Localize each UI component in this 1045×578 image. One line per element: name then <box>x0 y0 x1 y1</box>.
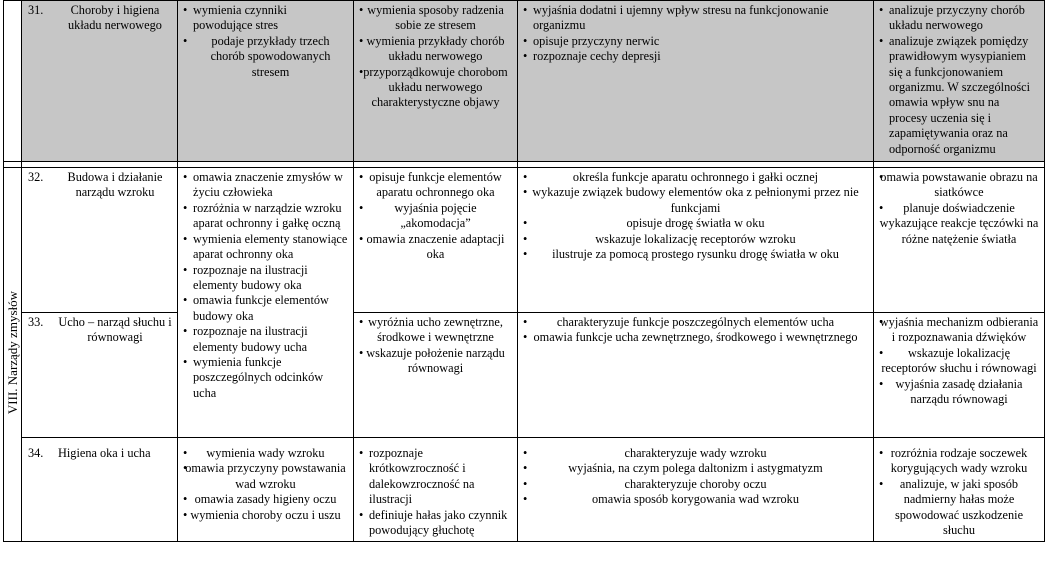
requirements-col4-31 <box>874 1 1045 162</box>
requirements-col4-34 <box>874 438 1045 541</box>
requirements-col2-32 <box>354 168 518 313</box>
list-item: • omawia znaczenie adaptacji oka <box>359 232 512 263</box>
list-item: • wymienia funkcje poszczególnych odcinków ucha <box>183 355 348 401</box>
requirements-col1-34 <box>178 438 354 541</box>
list-item: • wyróżnia ucho zewnętrzne, środkowe i wewnętrzne <box>359 315 512 346</box>
list-item: • analizuje przyczyny chorób układu nerwowego <box>879 3 1039 34</box>
lesson-topic: Choroby i higiena układu nerwowego <box>68 3 162 33</box>
lesson-number: 31. <box>28 3 44 17</box>
topic-cell-31 <box>22 1 178 162</box>
requirements-col2-33 <box>354 313 518 438</box>
list-item: • wymienia czynniki powodujące stres <box>183 3 348 34</box>
section-label: VIII. Narządy zmysłów <box>4 290 20 414</box>
list-item: • wymienia sposoby radzenia sobie ze stresem <box>359 3 512 34</box>
list-item: • przyporządkowuje chorobom układu nerwowego charakterystyczne objawy <box>359 65 512 111</box>
list-item: • wskazuje lokalizację receptorów słuchu i równowagi <box>879 346 1039 377</box>
topic-cell-34 <box>22 438 178 541</box>
list-item: • analizuje związek pomiędzy prawidłowym wysypianiem się a funkcjonowaniem organizmu. W szczególności omawia wpływ snu na procesy uczenia się i zapamiętywania oraz na odporność organizmu <box>879 34 1039 157</box>
list-item: • omawia zasady higieny oczu <box>183 492 348 507</box>
list-item: • omawia znaczenie zmysłów w życiu człowieka <box>183 170 348 201</box>
list-item: • wyjaśnia, na czym polega daltonizm i astygmatyzm <box>523 461 868 476</box>
table-row-32 <box>4 168 1045 313</box>
list-item: • rozróżnia rodzaje soczewek korygujących wady wzroku <box>879 446 1039 477</box>
requirements-col4-33 <box>874 313 1045 438</box>
list-item: • charakteryzuje funkcje poszczególnych elementów ucha <box>523 315 868 330</box>
list-item: • omawia sposób korygowania wad wzroku <box>523 492 868 507</box>
list-item: • omawia funkcje ucha zewnętrznego, środkowego i wewnętrznego <box>523 330 868 345</box>
requirements-col3-31 <box>518 1 874 162</box>
list-item: • ilustruje za pomocą prostego rysunku drogę światła w oku <box>523 247 868 262</box>
list-item: • rozpoznaje cechy depresji <box>523 49 868 64</box>
list-item: • rozpoznaje na ilustracji elementy budowy ucha <box>183 324 348 355</box>
list-item: • omawia funkcje elementów budowy oka <box>183 293 348 324</box>
list-item: • rozpoznaje na ilustracji elementy budowy oka <box>183 263 348 294</box>
topic-cell-32 <box>22 168 178 313</box>
table-row-34 <box>4 438 1045 541</box>
section-cell-empty <box>4 1 22 162</box>
lesson-topic: Higiena oka i ucha <box>58 446 151 461</box>
lesson-topic: Ucho – narząd słuchu i równowagi <box>58 315 172 345</box>
list-item: • wskazuje położenie narządu równowagi <box>359 346 512 377</box>
list-item: • definiuje hałas jako czynnik powodujący głuchotę <box>359 508 512 539</box>
requirements-col3-32 <box>518 168 874 313</box>
list-item: • planuje doświadczenie wykazujące reakcje tęczówki na różne natężenie światła <box>879 201 1039 247</box>
list-item: • omawia powstawanie obrazu na siatkówce <box>879 170 1039 201</box>
requirements-col1-31 <box>178 1 354 162</box>
lesson-number: 33. <box>28 315 44 330</box>
requirements-col2-31 <box>354 1 518 162</box>
list-item: • rozpoznaje krótkowzroczność i dalekowzroczność na ilustracji <box>359 446 512 508</box>
requirements-col1-32-33 <box>178 168 354 438</box>
table-row-33 <box>4 313 1045 438</box>
list-item: • wyjaśnia zasadę działania narządu równowagi <box>879 377 1039 408</box>
requirements-col4-32 <box>874 168 1045 313</box>
list-item: • wyjaśnia pojęcie „akomodacja” <box>359 201 512 232</box>
list-item: • wymienia wady wzroku <box>183 446 348 461</box>
requirements-col2-34 <box>354 438 518 541</box>
list-item: • rozróżnia w narządzie wzroku aparat ochronny i gałkę oczną <box>183 201 348 232</box>
list-item: • charakteryzuje wady wzroku <box>523 446 868 461</box>
list-item: • wymienia choroby oczu i uszu <box>183 508 348 523</box>
list-item: • opisuje drogę światła w oku <box>523 216 868 231</box>
list-item: • omawia przyczyny powstawania wad wzroku <box>183 461 348 492</box>
list-item: • opisuje przyczyny nerwic <box>523 34 868 49</box>
list-item: • wykazuje związek budowy elementów oka z pełnionymi przez nie funkcjami <box>523 185 868 216</box>
requirements-col3-33 <box>518 313 874 438</box>
list-item: • charakteryzuje choroby oczu <box>523 477 868 492</box>
list-item: • wyjaśnia dodatni i ujemny wpływ stresu na funkcjonowanie organizmu <box>523 3 868 34</box>
lesson-number: 32. <box>28 170 44 185</box>
table-row-31 <box>4 1 1045 162</box>
list-item: • podaje przykłady trzech chorób spowodowanych stresem <box>183 34 348 80</box>
list-item: • wyjaśnia mechanizm odbierania i rozpoznawania dźwięków <box>879 315 1039 346</box>
topic-cell-33 <box>22 313 178 438</box>
list-item: • wymienia przykłady chorób układu nerwowego <box>359 34 512 65</box>
list-item: • opisuje funkcje elementów aparatu ochronnego oka <box>359 170 512 201</box>
list-item: • wymienia elementy stanowiące aparat ochronny oka <box>183 232 348 263</box>
lesson-topic: Budowa i działanie narządu wzroku <box>67 170 163 200</box>
section-label-cell <box>4 168 22 541</box>
requirements-col3-34 <box>518 438 874 541</box>
curriculum-table <box>3 0 1045 542</box>
list-item: • wskazuje lokalizację receptorów wzroku <box>523 232 868 247</box>
list-item: • analizuje, w jaki sposób nadmierny hałas może spowodować uszkodzenie słuchu <box>879 477 1039 539</box>
lesson-number: 34. <box>28 446 44 461</box>
list-item: • określa funkcje aparatu ochronnego i gałki ocznej <box>523 170 868 185</box>
